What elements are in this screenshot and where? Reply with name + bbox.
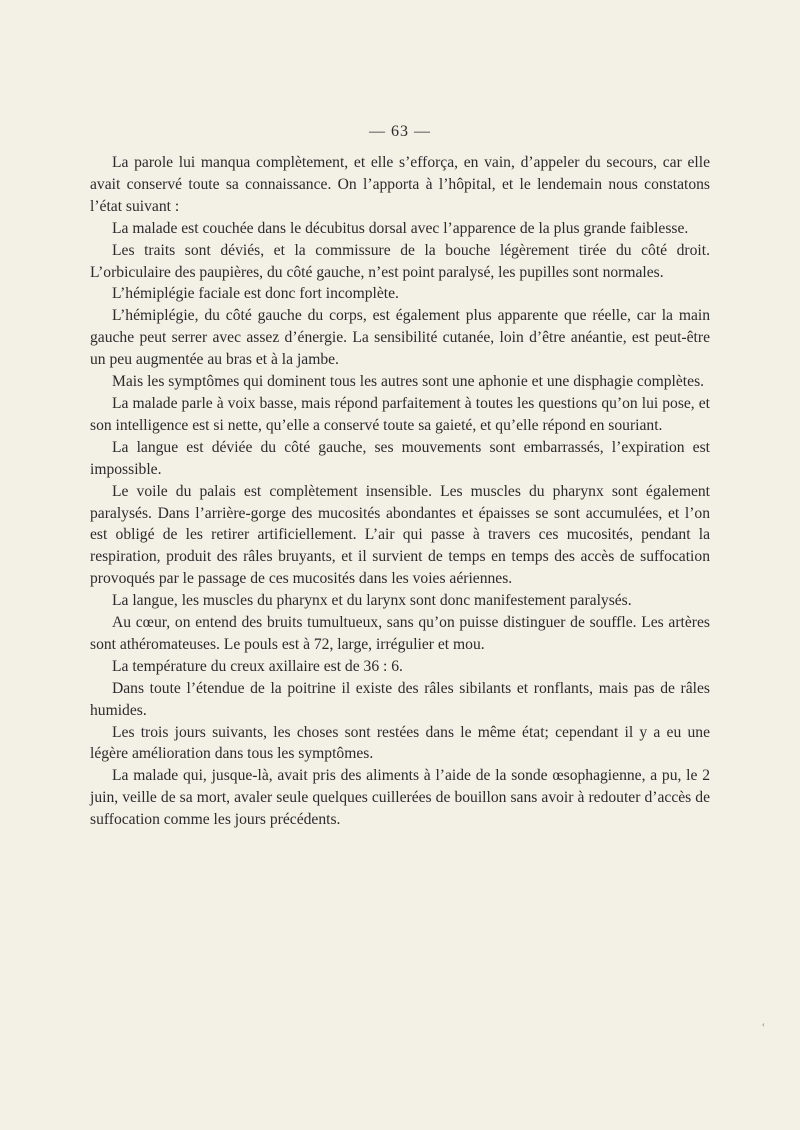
paragraph: Les trois jours suivants, les choses sont restées dans le même état; cependant il y a eu une légère amélioration dans tous les symptômes. — [90, 723, 710, 763]
page-number: — 63 — — [369, 123, 431, 140]
paragraph: La langue, les muscles du pharynx et du larynx sont donc manifestement paralysés. — [112, 592, 632, 610]
stray-mark: ‹ — [762, 1020, 765, 1029]
paragraph: La malade est couchée dans le décubitus dorsal avec l’apparence de la plus grande faiblesse. — [112, 219, 689, 237]
paragraph: La malade parle à voix basse, mais répond parfaitement à toutes les questions qu’on lui pose, et son intelligence est si nette, qu’elle a conservé toute sa gaieté, et qu’elle répond en souriant. — [90, 394, 710, 434]
body-text — [90, 152, 710, 831]
paragraph: Dans toute l’étendue de la poitrine il existe des râles sibilants et ronflants, mais pas de râles humides. — [90, 679, 710, 719]
paragraph: La langue est déviée du côté gauche, ses mouvements sont embarrassés, l’expiration est impossible. — [90, 438, 710, 478]
paragraph: Au cœur, on entend des bruits tumultueux, sans qu’on puisse distinguer de souffle. Les artères sont athéromateuses. Le pouls est à 72, large, irrégulier et mou. — [90, 614, 710, 653]
paragraph: La parole lui manqua complètement, et elle s’efforça, en vain, d’appeler du secours, car elle avait conservé toute sa connaissance. On l’apporta à l’hôpital, et le lendemain nous constatons l’état suivant : — [90, 154, 710, 215]
paragraph: Les traits sont déviés, et la commissure de la bouche légèrement tirée du côté droit. L’orbiculaire des paupières, du côté gauche, n’est point paralysé, les pupilles sont normales. — [90, 241, 710, 281]
paragraph: La malade qui, jusque-là, avait pris des aliments à l’aide de la sonde œsophagienne, a pu, le 2 juin, veille de sa mort, avaler seule quelques cuillerées de bouillon sans avoir à redouter d’accès de suffocation comme les jours précédents. — [90, 767, 710, 829]
paragraph: La température du creux axillaire est de 36 : 6. — [112, 657, 403, 675]
paragraph: Le voile du palais est complètement insensible. Les muscles du pharynx sont également paralysés. Dans l’arrière-gorge des mucosités abondantes et épaisses se sont accumulées, et l’on est obligé de les retirer artificiellement. L’air qui passe à travers ces mucosités, pendant la respiration, produit des râles bruyants, et il survient de temps en temps des accès de suffocation provoqués par le passage de ces mucosités dans les voies aériennes. — [90, 482, 710, 588]
paragraph: L’hémiplégie, du côté gauche du corps, est également plus apparente que réelle, car la main gauche peut serrer avec assez d’énergie. La sensibilité cutanée, loin d’être anéantie, est peut-être un peu augmentée au bras et à la jambe. — [90, 307, 710, 369]
paragraph: L’hémiplégie faciale est donc fort incomplète. — [112, 285, 399, 303]
paragraph: Mais les symptômes qui dominent tous les autres sont une aphonie et une disphagie complètes. — [112, 373, 705, 391]
